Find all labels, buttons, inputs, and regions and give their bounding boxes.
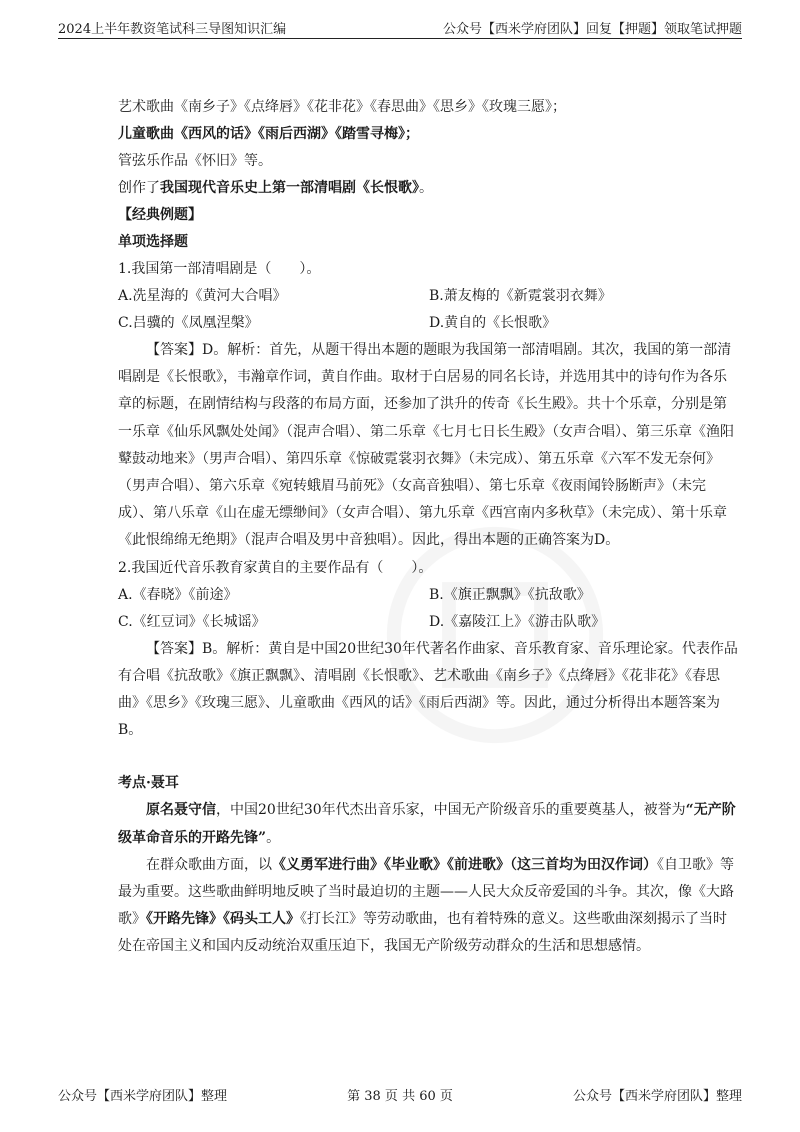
q2-option-c: C.《红豆词》《长城谣》 (118, 613, 266, 630)
cantata-line (118, 175, 740, 202)
header-left: 2024上半年教资笔试科三导图知识汇编 (58, 22, 287, 37)
art-songs-line: 艺术歌曲《南乡子》《点绛唇》《花非花》《春思曲》《思乡》《玫瑰三愿》； (118, 99, 566, 115)
q1-option-b: B.萧友梅的《新霓裳羽衣舞》 (429, 288, 612, 304)
page-number: 第 38 页 共 60 页 (347, 1089, 453, 1104)
question-1: 1.我国第一部清唱剧是（ ）。 (118, 261, 321, 277)
answer-1: 【答案】D。解析：首先，从题干得出本题的题眼为我国第一部清唱剧。其次，我国的第一部清唱剧是《长恨歌》，韦瀚章作词，黄自作曲。取材于白居易的同名长诗，并选用其中的诗句作为各乐章的标题，在剧情结构与段落的布局方面，还参加了洪升的传奇《长生殿》。共十个乐章，分别是第一乐章《仙乐风飘处处闻》（混声合唱）、第二乐章《七月七日长生殿》（女声合唱）、第三乐章《渔阳鼙鼓动地来》（男声合唱）、第四乐章《惊破霓裳羽衣舞》（未完成）、第五乐章《六军不发无奈何》（男声合唱）、第六乐章《宛转蛾眉马前死》（女高音独唱）、第七乐章《夜雨闻铃肠断声》（未完成）、第八乐章《山在虚无缥缈间》（女声合唱）、第九乐章《西宫南内多秋草》（未完成）、第十乐章《此恨绵绵无绝期》（混声合唱及男中音独唱）。因此，得出本题的正确答案为D。 (118, 342, 734, 549)
q2-options-row-2 (118, 609, 740, 636)
songs-bold-a: 《义勇军进行曲》《毕业歌》《前进歌》（这三首均为田汉作词） (272, 856, 657, 873)
header-right: 公众号【西米学府团队】回复【押题】领取笔试押题 (442, 22, 742, 37)
footer-left: 公众号【西米学府团队】整理 (58, 1089, 228, 1104)
orchestral-line: 管弦乐作品《怀旧》等。 (118, 153, 272, 169)
document-body (118, 94, 740, 961)
intro-end: 。 (266, 829, 281, 846)
cantata-post: 。 (419, 180, 433, 196)
example-heading: 【经典例题】 (118, 207, 202, 223)
cantata-pre: 创作了 (118, 180, 160, 196)
single-choice-heading: 单项选择题 (118, 234, 188, 250)
intro-bold-name: 原名聂守信 (146, 802, 216, 819)
intro-bold-title: “无产阶级革命音乐的开路先锋” (118, 802, 736, 846)
nie-er-songs (118, 852, 740, 961)
answer-2: 【答案】B。解析：黄自是中国20世纪30年代著名作曲家、音乐教育家、音乐理论家。代表作品有合唱《抗敌歌》《旗正飘飘》、清唱剧《长恨歌》、艺术歌曲《南乡子》《点绛唇》《花非花》《春思曲》《思乡》《玫瑰三愿》、儿童歌曲《西风的话》《雨后西湖》等。因此，通过分析得出本题答案为B。 (118, 640, 738, 739)
songs-text-c: 《打长江》等劳动歌曲，也有着特殊的意义。这些歌曲深刻揭示了当时处在帝国主义和国内反动统治双重压迫下，我国无产阶级劳动群众的生活和思想感情。 (118, 911, 727, 955)
songs-bold-b: 《开路先锋》《码头工人》 (146, 911, 300, 928)
q1-options-row-2 (118, 310, 740, 337)
songs-text-b: 《自卫歌》等最为重要。这些歌曲鲜明地反映了当时最迫切的主题——人民大众反帝爱国的斗争。其次，像《大路歌》 (118, 856, 734, 928)
q1-option-c: C.吕骥的《凤凰涅槃》 (118, 315, 259, 331)
q2-options-row-1 (118, 582, 740, 609)
q1-options-row-1 (118, 283, 740, 310)
footer-right: 公众号【西米学府团队】整理 (572, 1089, 742, 1104)
intro-text: ，中国20世纪30年代杰出音乐家，中国无产阶级音乐的重要奠基人，被誉为 (216, 802, 686, 819)
nie-er-intro (118, 797, 740, 851)
songs-text-a: 在群众歌曲方面，以 (146, 856, 272, 873)
q2-option-b: B.《旗正飘飘》《抗敌歌》 (429, 586, 591, 603)
q1-option-a: A.冼星海的《黄河大合唱》 (118, 288, 287, 304)
page-header (58, 14, 742, 39)
children-songs-line: 儿童歌曲《西风的话》《雨后西湖》《踏雪寻梅》； (118, 126, 419, 142)
q1-option-d: D.黄自的《长恨歌》 (429, 315, 557, 331)
q2-option-a: A.《春晓》《前途》 (118, 586, 238, 603)
q2-option-d: D.《嘉陵江上》《游击队歌》 (429, 613, 606, 630)
section-title: 考点·聂耳 (118, 775, 179, 792)
cantata-bold: 我国现代音乐史上第一部清唱剧《长恨歌》 (160, 180, 419, 196)
question-2: 2.我国近代音乐教育家黄自的主要作品有（ ）。 (118, 559, 433, 576)
page-footer (58, 1085, 742, 1107)
